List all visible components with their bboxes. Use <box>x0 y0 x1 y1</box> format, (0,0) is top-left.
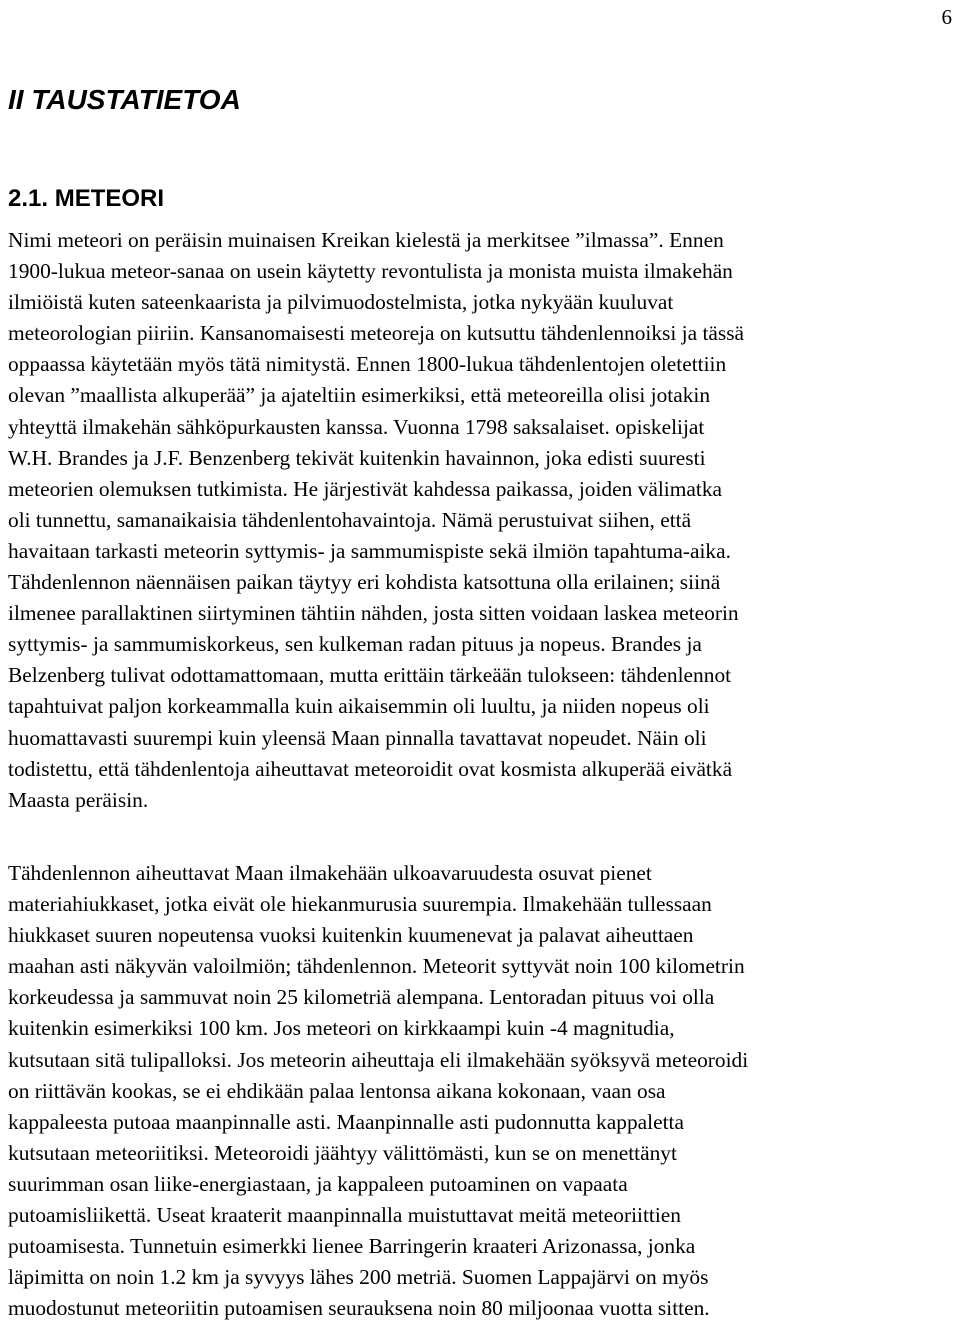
text-line: meteorologian piiriin. Kansanomaisesti meteoreja on kutsuttu tähdenlennoiksi ja tässä <box>8 321 745 346</box>
text-line: syttymis- ja sammumiskorkeus, sen kulkeman radan pituus ja nopeus. Brandes ja <box>8 632 702 657</box>
text-line: putoamisesta. Tunnetuin esimerkki lienee Barringerin kraateri Arizonassa, jonka <box>8 1234 696 1259</box>
text-line: materiahiukkaset, jotka eivät ole hiekanmurusia suurempia. Ilmakehään tullessaan <box>8 892 712 917</box>
text-line: Tähdenlennon aiheuttavat Maan ilmakehään ulkoavaruudesta osuvat pienet <box>8 861 652 885</box>
text-line: kuitenkin esimerkiksi 100 km. Jos meteori on kirkkaampi kuin -4 magnitudia, <box>8 1016 675 1041</box>
text-line: yhteyttä ilmakehän sähköpurkausten kanssa. Vuonna 1798 saksalaiset. opiskelijat <box>8 414 705 439</box>
text-line: korkeudessa ja sammuvat noin 25 kilometriä alempana. Lentoradan pituus voi olla <box>8 985 715 1010</box>
text-line: todistettu, että tähdenlentoja aiheuttavat meteoroidit ovat kosmista alkuperää eivätkä <box>8 756 733 781</box>
text-line: kappaleesta putoaa maanpinnalle asti. Maanpinnalle asti pudonnutta kappaletta <box>8 1109 684 1134</box>
text-line: on riittävän kookas, se ei ehdikään palaa lentonsa aikana kokonaan, vaan osa <box>8 1078 666 1103</box>
text-line: olevan ”maallista alkuperää” ja ajateltiin esimerkiksi, että meteoreilla olisi jotakin <box>8 383 711 408</box>
text-line: 1900-lukua meteor-sanaa on usein käytetty revontulista ja monista muista ilmakehän <box>8 259 733 284</box>
text-line: W.H. Brandes ja J.F. Benzenberg tekivät kuitenkin havainnon, joka edisti suuresti <box>8 445 706 470</box>
text-line: ilmiöistä kuten sateenkaarista ja pilvimuodostelmista, jotka nykyään kuuluvat <box>8 290 674 315</box>
text-line: Nimi meteori on peräisin muinaisen Kreikan kielestä ja merkitsee ”ilmassa”. Ennen <box>8 228 724 252</box>
text-line: Belzenberg tulivat odottamattomaan, mutta erittäin tärkeään tulokseen: tähdenlennot <box>8 663 732 688</box>
paragraph-meteor-history <box>8 225 958 816</box>
text-line: Maasta peräisin. <box>8 787 149 812</box>
text-line: läpimitta on noin 1.2 km ja syvyys lähes 200 metriä. Suomen Lappajärvi on myös <box>8 1265 709 1290</box>
page-number: 6 <box>941 5 952 29</box>
text-line: kutsutaan sitä tulipalloksi. Jos meteorin aiheuttaja eli ilmakehään syöksyvä meteoroidi <box>8 1047 749 1072</box>
text-line: ilmenee parallaktinen siirtyminen tähtiin nähden, josta sitten voidaan laskea meteorin <box>8 601 739 626</box>
text-line: Tähdenlennon näennäisen paikan täytyy eri kohdista katsottuna olla erilainen; siinä <box>8 570 721 595</box>
text-line: huomattavasti suurempi kuin yleensä Maan pinnalla tavattavat nopeudet. Näin oli <box>8 725 707 750</box>
text-line: tapahtuivat paljon korkeammalla kuin aikaisemmin oli luultu, ja niiden nopeus oli <box>8 694 710 719</box>
text-line: oppaassa käytetään myös tätä nimitystä. Ennen 1800-lukua tähdenlentojen oletettiin <box>8 352 727 377</box>
text-line: suurimman osan liike-energiastaan, ja kappaleen putoaminen on vapaata <box>8 1171 628 1196</box>
text-line: maahan asti näkyvän valoilmiön; tähdenlennon. Meteorit syttyvät noin 100 kilometrin <box>8 954 745 979</box>
chapter-title: II TAUSTATIETOA <box>8 84 241 115</box>
paragraph-meteor-physics <box>8 858 958 1324</box>
text-line: putoamisliikettä. Useat kraaterit maanpinnalla muistuttavat meitä meteoriittien <box>8 1203 682 1228</box>
text-line: meteorien olemuksen tutkimista. He järjestivät kahdessa paikassa, joiden välimatka <box>8 476 723 501</box>
section-title: 2.1. METEORI <box>8 185 165 212</box>
text-line: muodostunut meteoriitin putoamisen seurauksena noin 80 miljoonaa vuotta sitten. <box>8 1296 710 1321</box>
text-line: hiukkaset suuren nopeutensa vuoksi kuitenkin kuumenevat ja palavat aiheuttaen <box>8 923 694 948</box>
text-line: oli tunnettu, samanaikaisia tähdenlentohavaintoja. Nämä perustuivat siihen, että <box>8 507 692 532</box>
text-line: havaitaan tarkasti meteorin syttymis- ja sammumispiste sekä ilmiön tapahtuma-aika. <box>8 538 731 563</box>
text-line: kutsutaan meteoriitiksi. Meteoroidi jäähtyy välittömästi, kun se on menettänyt <box>8 1140 677 1165</box>
